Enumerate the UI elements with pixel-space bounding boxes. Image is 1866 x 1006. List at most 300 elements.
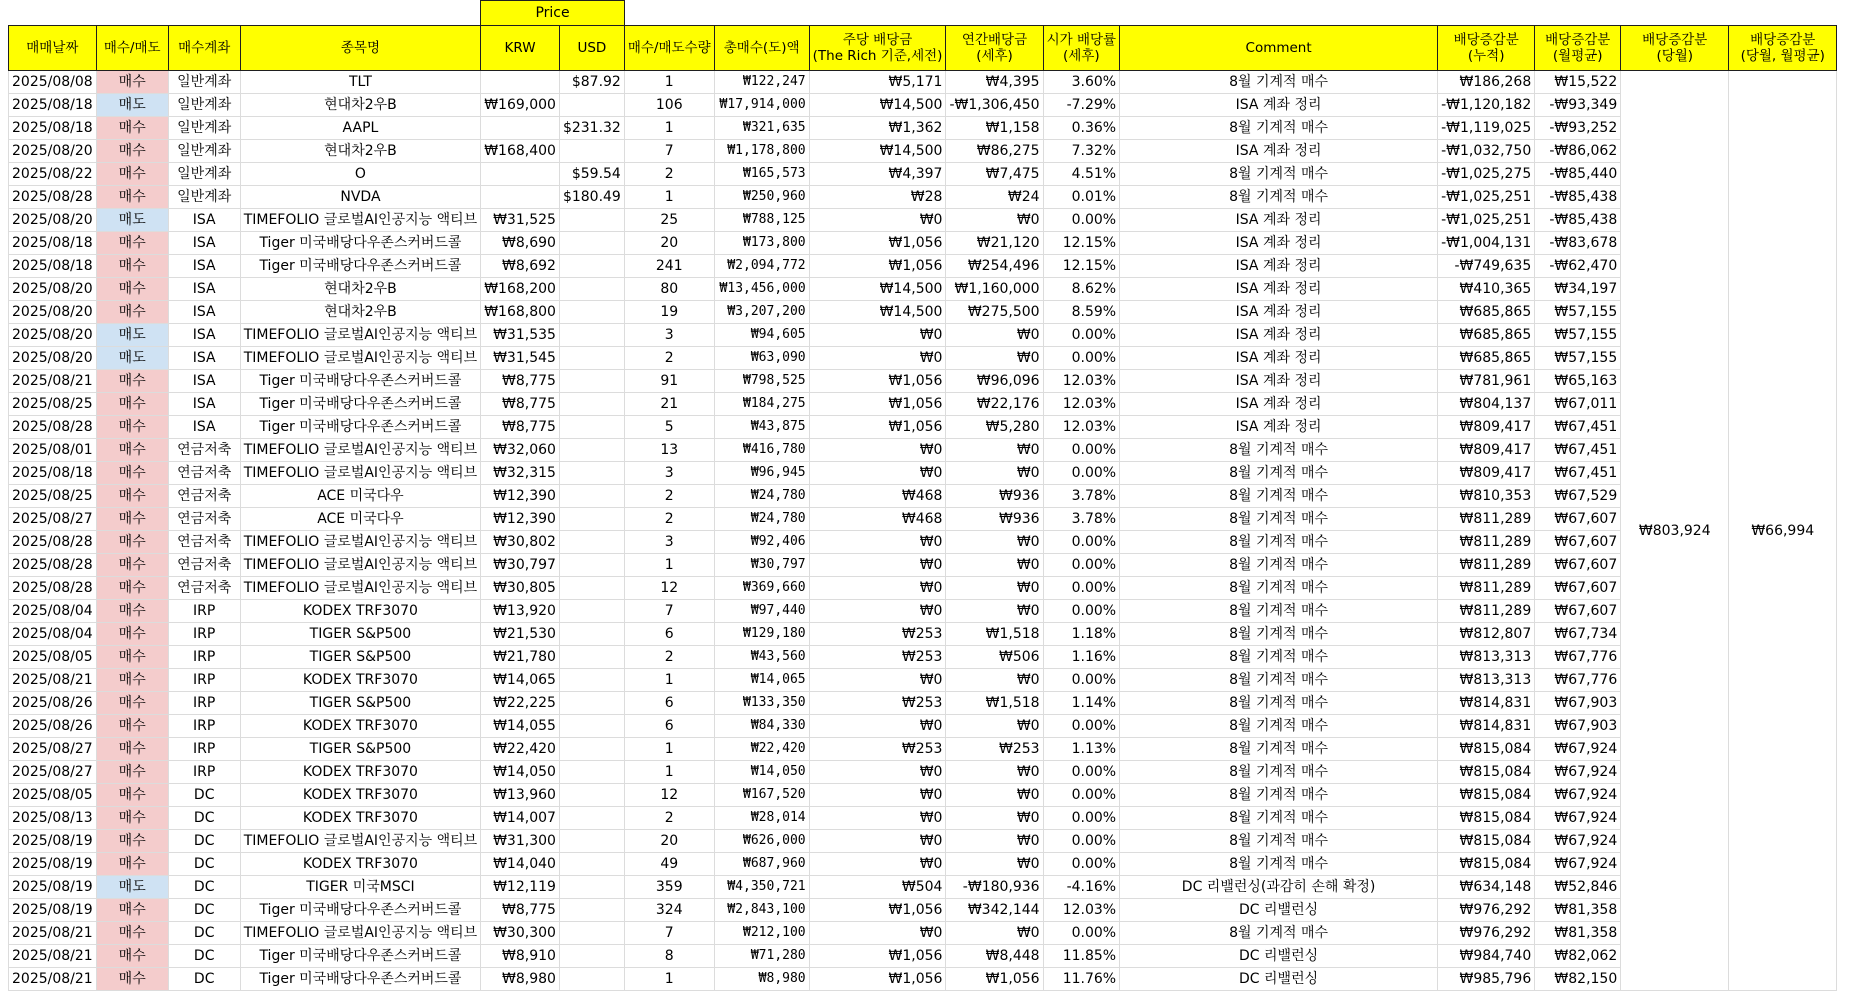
- cell-name[interactable]: TIGER S&P500: [240, 738, 480, 761]
- cell-mavg[interactable]: -₩62,470: [1535, 255, 1621, 278]
- cell-qty[interactable]: 2: [624, 163, 714, 186]
- cell-annual[interactable]: ₩0: [946, 922, 1043, 945]
- cell-qty[interactable]: 1: [624, 117, 714, 140]
- cell-total[interactable]: ₩14,050: [714, 761, 809, 784]
- cell-date[interactable]: 2025/08/18: [9, 117, 97, 140]
- cell-krw[interactable]: [481, 163, 560, 186]
- header-monthavg[interactable]: 배당증감분 (당월, 월평균): [1729, 26, 1837, 71]
- cell-mavg[interactable]: ₩34,197: [1535, 278, 1621, 301]
- cell-account[interactable]: DC: [168, 807, 240, 830]
- cell-total[interactable]: ₩2,843,100: [714, 899, 809, 922]
- cell-name[interactable]: TIMEFOLIO 글로벌AI인공지능 액티브: [240, 439, 480, 462]
- cell-cum[interactable]: ₩812,807: [1438, 623, 1535, 646]
- cell-date[interactable]: 2025/08/21: [9, 669, 97, 692]
- cell-annual[interactable]: ₩342,144: [946, 899, 1043, 922]
- cell-qty[interactable]: 1: [624, 968, 714, 991]
- cell-usd[interactable]: [559, 738, 624, 761]
- cell-side[interactable]: 매수: [96, 669, 168, 692]
- cell-mavg[interactable]: ₩67,607: [1535, 600, 1621, 623]
- cell-name[interactable]: Tiger 미국배당다우존스커버드콜: [240, 393, 480, 416]
- cell-cum[interactable]: ₩813,313: [1438, 646, 1535, 669]
- cell-mavg[interactable]: -₩86,062: [1535, 140, 1621, 163]
- cell-dps[interactable]: ₩1,056: [809, 968, 946, 991]
- cell-yield[interactable]: 12.03%: [1043, 370, 1120, 393]
- cell-name[interactable]: ACE 미국다우: [240, 485, 480, 508]
- cell-total[interactable]: ₩129,180: [714, 623, 809, 646]
- cell-qty[interactable]: 2: [624, 508, 714, 531]
- cell-krw[interactable]: ₩168,200: [481, 278, 560, 301]
- cell-dps[interactable]: ₩253: [809, 646, 946, 669]
- cell-usd[interactable]: [559, 462, 624, 485]
- cell-side[interactable]: 매수: [96, 232, 168, 255]
- cell-cum[interactable]: -₩1,025,251: [1438, 209, 1535, 232]
- cell-cum[interactable]: ₩984,740: [1438, 945, 1535, 968]
- cell-comment[interactable]: 8월 기계적 매수: [1120, 462, 1438, 485]
- cell-date[interactable]: 2025/08/28: [9, 186, 97, 209]
- cell-yield[interactable]: 0.00%: [1043, 853, 1120, 876]
- cell-annual[interactable]: ₩0: [946, 715, 1043, 738]
- cell-comment[interactable]: 8월 기계적 매수: [1120, 186, 1438, 209]
- cell-krw[interactable]: ₩14,007: [481, 807, 560, 830]
- cell-total[interactable]: ₩798,525: [714, 370, 809, 393]
- cell-cum[interactable]: ₩815,084: [1438, 784, 1535, 807]
- cell-side[interactable]: 매수: [96, 761, 168, 784]
- cell-month-total[interactable]: ₩803,924: [1621, 71, 1729, 991]
- cell-qty[interactable]: 7: [624, 140, 714, 163]
- cell-date[interactable]: 2025/08/21: [9, 922, 97, 945]
- cell-name[interactable]: Tiger 미국배당다우존스커버드콜: [240, 232, 480, 255]
- cell-dps[interactable]: ₩14,500: [809, 94, 946, 117]
- cell-cum[interactable]: ₩815,084: [1438, 830, 1535, 853]
- cell-qty[interactable]: 8: [624, 945, 714, 968]
- cell-name[interactable]: KODEX TRF3070: [240, 784, 480, 807]
- cell-yield[interactable]: 3.78%: [1043, 508, 1120, 531]
- cell-side[interactable]: 매수: [96, 531, 168, 554]
- cell-annual[interactable]: ₩5,280: [946, 416, 1043, 439]
- cell-name[interactable]: Tiger 미국배당다우존스커버드콜: [240, 416, 480, 439]
- cell-account[interactable]: IRP: [168, 692, 240, 715]
- cell-cum[interactable]: -₩1,120,182: [1438, 94, 1535, 117]
- cell-cum[interactable]: -₩1,032,750: [1438, 140, 1535, 163]
- cell-side[interactable]: 매수: [96, 853, 168, 876]
- cell-usd[interactable]: $87.92: [559, 71, 624, 94]
- cell-mavg[interactable]: ₩15,522: [1535, 71, 1621, 94]
- cell-side[interactable]: 매수: [96, 301, 168, 324]
- cell-account[interactable]: 일반계좌: [168, 94, 240, 117]
- cell-total[interactable]: ₩2,094,772: [714, 255, 809, 278]
- cell-name[interactable]: AAPL: [240, 117, 480, 140]
- cell-usd[interactable]: [559, 94, 624, 117]
- cell-krw[interactable]: ₩30,797: [481, 554, 560, 577]
- cell-account[interactable]: IRP: [168, 761, 240, 784]
- cell-comment[interactable]: 8월 기계적 매수: [1120, 830, 1438, 853]
- cell-dps[interactable]: ₩1,056: [809, 393, 946, 416]
- cell-account[interactable]: DC: [168, 945, 240, 968]
- cell-annual[interactable]: ₩275,500: [946, 301, 1043, 324]
- cell-cum[interactable]: ₩804,137: [1438, 393, 1535, 416]
- cell-side[interactable]: 매수: [96, 439, 168, 462]
- cell-mavg[interactable]: ₩67,776: [1535, 669, 1621, 692]
- cell-annual[interactable]: ₩0: [946, 439, 1043, 462]
- cell-qty[interactable]: 19: [624, 301, 714, 324]
- cell-krw[interactable]: ₩22,420: [481, 738, 560, 761]
- cell-annual[interactable]: ₩0: [946, 554, 1043, 577]
- cell-krw[interactable]: ₩8,980: [481, 968, 560, 991]
- cell-krw[interactable]: ₩8,775: [481, 370, 560, 393]
- cell-dps[interactable]: ₩0: [809, 531, 946, 554]
- cell-annual[interactable]: ₩0: [946, 324, 1043, 347]
- cell-qty[interactable]: 80: [624, 278, 714, 301]
- cell-dps[interactable]: ₩253: [809, 738, 946, 761]
- cell-cum[interactable]: ₩634,148: [1438, 876, 1535, 899]
- cell-usd[interactable]: [559, 830, 624, 853]
- cell-total[interactable]: ₩167,520: [714, 784, 809, 807]
- cell-annual[interactable]: ₩254,496: [946, 255, 1043, 278]
- header-cum[interactable]: 배당증감분 (누적): [1438, 26, 1535, 71]
- cell-name[interactable]: TLT: [240, 71, 480, 94]
- cell-qty[interactable]: 91: [624, 370, 714, 393]
- cell-name[interactable]: TIGER S&P500: [240, 692, 480, 715]
- cell-date[interactable]: 2025/08/04: [9, 623, 97, 646]
- header-mavg[interactable]: 배당증감분 (월평균): [1535, 26, 1621, 71]
- cell-yield[interactable]: 0.00%: [1043, 324, 1120, 347]
- cell-side[interactable]: 매수: [96, 117, 168, 140]
- cell-yield[interactable]: 0.01%: [1043, 186, 1120, 209]
- cell-total[interactable]: ₩13,456,000: [714, 278, 809, 301]
- cell-krw[interactable]: [481, 117, 560, 140]
- cell-krw[interactable]: [481, 71, 560, 94]
- cell-comment[interactable]: 8월 기계적 매수: [1120, 531, 1438, 554]
- cell-mavg[interactable]: ₩67,903: [1535, 715, 1621, 738]
- cell-name[interactable]: TIGER 미국MSCI: [240, 876, 480, 899]
- cell-qty[interactable]: 25: [624, 209, 714, 232]
- cell-annual[interactable]: ₩0: [946, 853, 1043, 876]
- cell-account[interactable]: ISA: [168, 301, 240, 324]
- cell-side[interactable]: 매수: [96, 163, 168, 186]
- cell-name[interactable]: O: [240, 163, 480, 186]
- header-dps[interactable]: 주당 배당금 (The Rich 기준,세전): [809, 26, 946, 71]
- cell-annual[interactable]: ₩1,160,000: [946, 278, 1043, 301]
- cell-mavg[interactable]: ₩67,924: [1535, 738, 1621, 761]
- cell-yield[interactable]: -7.29%: [1043, 94, 1120, 117]
- cell-name[interactable]: 현대차2우B: [240, 301, 480, 324]
- cell-usd[interactable]: [559, 784, 624, 807]
- cell-annual[interactable]: ₩936: [946, 508, 1043, 531]
- cell-comment[interactable]: 8월 기계적 매수: [1120, 117, 1438, 140]
- cell-dps[interactable]: ₩0: [809, 853, 946, 876]
- cell-total[interactable]: ₩71,280: [714, 945, 809, 968]
- cell-annual[interactable]: ₩21,120: [946, 232, 1043, 255]
- cell-name[interactable]: TIMEFOLIO 글로벌AI인공지능 액티브: [240, 830, 480, 853]
- cell-name[interactable]: Tiger 미국배당다우존스커버드콜: [240, 899, 480, 922]
- cell-krw[interactable]: ₩21,530: [481, 623, 560, 646]
- cell-comment[interactable]: ISA 계좌 정리: [1120, 347, 1438, 370]
- cell-total[interactable]: ₩626,000: [714, 830, 809, 853]
- cell-mavg[interactable]: ₩67,451: [1535, 416, 1621, 439]
- cell-mavg[interactable]: ₩67,924: [1535, 853, 1621, 876]
- cell-account[interactable]: 일반계좌: [168, 117, 240, 140]
- cell-date[interactable]: 2025/08/19: [9, 853, 97, 876]
- cell-qty[interactable]: 2: [624, 807, 714, 830]
- cell-side[interactable]: 매도: [96, 876, 168, 899]
- cell-cum[interactable]: ₩685,865: [1438, 347, 1535, 370]
- cell-krw[interactable]: ₩169,000: [481, 94, 560, 117]
- cell-usd[interactable]: [559, 508, 624, 531]
- cell-side[interactable]: 매수: [96, 255, 168, 278]
- cell-dps[interactable]: ₩504: [809, 876, 946, 899]
- cell-dps[interactable]: ₩0: [809, 761, 946, 784]
- cell-mavg[interactable]: ₩81,358: [1535, 899, 1621, 922]
- cell-comment[interactable]: 8월 기계적 매수: [1120, 71, 1438, 94]
- cell-usd[interactable]: [559, 669, 624, 692]
- cell-total[interactable]: ₩165,573: [714, 163, 809, 186]
- cell-name[interactable]: KODEX TRF3070: [240, 600, 480, 623]
- cell-krw[interactable]: [481, 186, 560, 209]
- cell-total[interactable]: ₩788,125: [714, 209, 809, 232]
- cell-cum[interactable]: ₩410,365: [1438, 278, 1535, 301]
- cell-qty[interactable]: 3: [624, 324, 714, 347]
- cell-qty[interactable]: 2: [624, 347, 714, 370]
- cell-mavg[interactable]: ₩67,776: [1535, 646, 1621, 669]
- cell-yield[interactable]: 11.76%: [1043, 968, 1120, 991]
- cell-mavg[interactable]: ₩67,903: [1535, 692, 1621, 715]
- cell-cum[interactable]: ₩976,292: [1438, 922, 1535, 945]
- cell-date[interactable]: 2025/08/01: [9, 439, 97, 462]
- cell-cum[interactable]: ₩815,084: [1438, 853, 1535, 876]
- cell-date[interactable]: 2025/08/20: [9, 209, 97, 232]
- cell-comment[interactable]: 8월 기계적 매수: [1120, 623, 1438, 646]
- cell-name[interactable]: Tiger 미국배당다우존스커버드콜: [240, 370, 480, 393]
- cell-date[interactable]: 2025/08/18: [9, 232, 97, 255]
- cell-date[interactable]: 2025/08/28: [9, 577, 97, 600]
- header-yield[interactable]: 시가 배당률 (세후): [1043, 26, 1120, 71]
- cell-usd[interactable]: [559, 370, 624, 393]
- cell-annual[interactable]: ₩936: [946, 485, 1043, 508]
- cell-side[interactable]: 매수: [96, 646, 168, 669]
- cell-account[interactable]: 연금저축: [168, 554, 240, 577]
- cell-name[interactable]: TIMEFOLIO 글로벌AI인공지능 액티브: [240, 347, 480, 370]
- cell-annual[interactable]: ₩253: [946, 738, 1043, 761]
- cell-dps[interactable]: ₩14,500: [809, 278, 946, 301]
- cell-annual[interactable]: -₩1,306,450: [946, 94, 1043, 117]
- header-qty[interactable]: 매수/매도수량: [624, 26, 714, 71]
- cell-dps[interactable]: ₩1,056: [809, 899, 946, 922]
- cell-krw[interactable]: ₩22,225: [481, 692, 560, 715]
- cell-mavg[interactable]: -₩85,440: [1535, 163, 1621, 186]
- cell-usd[interactable]: [559, 485, 624, 508]
- cell-qty[interactable]: 1: [624, 669, 714, 692]
- cell-dps[interactable]: ₩0: [809, 577, 946, 600]
- cell-krw[interactable]: ₩168,400: [481, 140, 560, 163]
- cell-date[interactable]: 2025/08/20: [9, 140, 97, 163]
- cell-account[interactable]: IRP: [168, 646, 240, 669]
- cell-comment[interactable]: ISA 계좌 정리: [1120, 209, 1438, 232]
- cell-mavg[interactable]: ₩67,607: [1535, 531, 1621, 554]
- cell-qty[interactable]: 6: [624, 623, 714, 646]
- cell-side[interactable]: 매수: [96, 577, 168, 600]
- cell-account[interactable]: ISA: [168, 209, 240, 232]
- cell-usd[interactable]: [559, 715, 624, 738]
- cell-annual[interactable]: ₩0: [946, 807, 1043, 830]
- cell-yield[interactable]: 0.00%: [1043, 715, 1120, 738]
- cell-side[interactable]: 매수: [96, 416, 168, 439]
- cell-annual[interactable]: ₩0: [946, 669, 1043, 692]
- cell-account[interactable]: DC: [168, 876, 240, 899]
- cell-qty[interactable]: 2: [624, 485, 714, 508]
- cell-dps[interactable]: ₩0: [809, 669, 946, 692]
- cell-krw[interactable]: ₩32,315: [481, 462, 560, 485]
- cell-dps[interactable]: ₩468: [809, 508, 946, 531]
- cell-annual[interactable]: ₩1,158: [946, 117, 1043, 140]
- cell-usd[interactable]: [559, 554, 624, 577]
- cell-annual[interactable]: ₩0: [946, 531, 1043, 554]
- cell-total[interactable]: ₩416,780: [714, 439, 809, 462]
- cell-total[interactable]: ₩84,330: [714, 715, 809, 738]
- cell-comment[interactable]: 8월 기계적 매수: [1120, 646, 1438, 669]
- cell-usd[interactable]: [559, 209, 624, 232]
- cell-dps[interactable]: ₩0: [809, 347, 946, 370]
- cell-comment[interactable]: 8월 기계적 매수: [1120, 807, 1438, 830]
- cell-date[interactable]: 2025/08/13: [9, 807, 97, 830]
- cell-annual[interactable]: ₩8,448: [946, 945, 1043, 968]
- cell-date[interactable]: 2025/08/19: [9, 876, 97, 899]
- cell-yield[interactable]: 0.00%: [1043, 462, 1120, 485]
- cell-mavg[interactable]: -₩93,349: [1535, 94, 1621, 117]
- cell-side[interactable]: 매수: [96, 968, 168, 991]
- cell-side[interactable]: 매수: [96, 370, 168, 393]
- cell-krw[interactable]: ₩31,300: [481, 830, 560, 853]
- header-krw[interactable]: KRW: [481, 26, 560, 71]
- cell-total[interactable]: ₩173,800: [714, 232, 809, 255]
- cell-cum[interactable]: ₩814,831: [1438, 715, 1535, 738]
- cell-cum[interactable]: ₩811,289: [1438, 531, 1535, 554]
- cell-side[interactable]: 매도: [96, 94, 168, 117]
- cell-account[interactable]: ISA: [168, 370, 240, 393]
- cell-date[interactable]: 2025/08/18: [9, 255, 97, 278]
- cell-mavg[interactable]: ₩67,529: [1535, 485, 1621, 508]
- cell-side[interactable]: 매도: [96, 324, 168, 347]
- cell-krw[interactable]: ₩8,692: [481, 255, 560, 278]
- cell-qty[interactable]: 20: [624, 830, 714, 853]
- cell-mavg[interactable]: ₩67,011: [1535, 393, 1621, 416]
- cell-dps[interactable]: ₩1,056: [809, 232, 946, 255]
- cell-mavg[interactable]: ₩81,358: [1535, 922, 1621, 945]
- cell-usd[interactable]: [559, 945, 624, 968]
- cell-usd[interactable]: $231.32: [559, 117, 624, 140]
- cell-account[interactable]: IRP: [168, 623, 240, 646]
- header-name[interactable]: 종목명: [240, 26, 480, 71]
- cell-comment[interactable]: 8월 기계적 매수: [1120, 761, 1438, 784]
- cell-mavg[interactable]: ₩52,846: [1535, 876, 1621, 899]
- cell-usd[interactable]: [559, 623, 624, 646]
- cell-qty[interactable]: 6: [624, 692, 714, 715]
- cell-dps[interactable]: ₩0: [809, 715, 946, 738]
- cell-total[interactable]: ₩212,100: [714, 922, 809, 945]
- cell-side[interactable]: 매수: [96, 830, 168, 853]
- cell-annual[interactable]: ₩22,176: [946, 393, 1043, 416]
- cell-account[interactable]: 일반계좌: [168, 186, 240, 209]
- cell-dps[interactable]: ₩14,500: [809, 301, 946, 324]
- cell-date[interactable]: 2025/08/05: [9, 646, 97, 669]
- cell-yield[interactable]: 12.15%: [1043, 232, 1120, 255]
- cell-comment[interactable]: ISA 계좌 정리: [1120, 416, 1438, 439]
- cell-yield[interactable]: 0.00%: [1043, 209, 1120, 232]
- cell-account[interactable]: IRP: [168, 715, 240, 738]
- cell-usd[interactable]: [559, 347, 624, 370]
- cell-annual[interactable]: ₩1,518: [946, 623, 1043, 646]
- cell-krw[interactable]: ₩8,775: [481, 393, 560, 416]
- header-date[interactable]: 매매날짜: [9, 26, 97, 71]
- cell-yield[interactable]: 0.00%: [1043, 439, 1120, 462]
- cell-comment[interactable]: DC 리밸런싱: [1120, 899, 1438, 922]
- cell-total[interactable]: ₩92,406: [714, 531, 809, 554]
- cell-dps[interactable]: ₩0: [809, 462, 946, 485]
- cell-comment[interactable]: ISA 계좌 정리: [1120, 370, 1438, 393]
- cell-yield[interactable]: 12.03%: [1043, 416, 1120, 439]
- cell-usd[interactable]: [559, 876, 624, 899]
- cell-usd[interactable]: [559, 255, 624, 278]
- cell-yield[interactable]: 1.14%: [1043, 692, 1120, 715]
- header-side[interactable]: 매수/매도: [96, 26, 168, 71]
- cell-dps[interactable]: ₩0: [809, 600, 946, 623]
- cell-account[interactable]: ISA: [168, 255, 240, 278]
- cell-total[interactable]: ₩122,247: [714, 71, 809, 94]
- cell-date[interactable]: 2025/08/05: [9, 784, 97, 807]
- cell-dps[interactable]: ₩1,056: [809, 945, 946, 968]
- cell-date[interactable]: 2025/08/27: [9, 508, 97, 531]
- cell-usd[interactable]: [559, 531, 624, 554]
- cell-dps[interactable]: ₩0: [809, 922, 946, 945]
- cell-mavg[interactable]: ₩57,155: [1535, 324, 1621, 347]
- cell-yield[interactable]: 7.32%: [1043, 140, 1120, 163]
- cell-qty[interactable]: 12: [624, 784, 714, 807]
- cell-side[interactable]: 매수: [96, 462, 168, 485]
- cell-comment[interactable]: ISA 계좌 정리: [1120, 393, 1438, 416]
- cell-name[interactable]: TIMEFOLIO 글로벌AI인공지능 액티브: [240, 531, 480, 554]
- cell-qty[interactable]: 1: [624, 186, 714, 209]
- cell-krw[interactable]: ₩12,390: [481, 508, 560, 531]
- cell-annual[interactable]: ₩24: [946, 186, 1043, 209]
- cell-yield[interactable]: 0.00%: [1043, 347, 1120, 370]
- cell-account[interactable]: DC: [168, 784, 240, 807]
- cell-comment[interactable]: 8월 기계적 매수: [1120, 784, 1438, 807]
- cell-cum[interactable]: ₩811,289: [1438, 554, 1535, 577]
- cell-account[interactable]: ISA: [168, 324, 240, 347]
- cell-total[interactable]: ₩14,065: [714, 669, 809, 692]
- cell-usd[interactable]: [559, 899, 624, 922]
- cell-side[interactable]: 매수: [96, 899, 168, 922]
- cell-cum[interactable]: ₩811,289: [1438, 600, 1535, 623]
- cell-dps[interactable]: ₩5,171: [809, 71, 946, 94]
- cell-date[interactable]: 2025/08/19: [9, 830, 97, 853]
- cell-date[interactable]: 2025/08/21: [9, 370, 97, 393]
- cell-usd[interactable]: [559, 692, 624, 715]
- cell-account[interactable]: IRP: [168, 669, 240, 692]
- header-month[interactable]: 배당증감분 (당월): [1621, 26, 1729, 71]
- cell-annual[interactable]: -₩180,936: [946, 876, 1043, 899]
- cell-comment[interactable]: DC 리밸런싱: [1120, 968, 1438, 991]
- cell-date[interactable]: 2025/08/27: [9, 761, 97, 784]
- cell-dps[interactable]: ₩1,056: [809, 416, 946, 439]
- cell-total[interactable]: ₩97,440: [714, 600, 809, 623]
- cell-yield[interactable]: 0.00%: [1043, 577, 1120, 600]
- cell-total[interactable]: ₩43,875: [714, 416, 809, 439]
- cell-cum[interactable]: -₩749,635: [1438, 255, 1535, 278]
- cell-krw[interactable]: ₩8,910: [481, 945, 560, 968]
- cell-account[interactable]: DC: [168, 853, 240, 876]
- header-account[interactable]: 매수계좌: [168, 26, 240, 71]
- cell-total[interactable]: ₩184,275: [714, 393, 809, 416]
